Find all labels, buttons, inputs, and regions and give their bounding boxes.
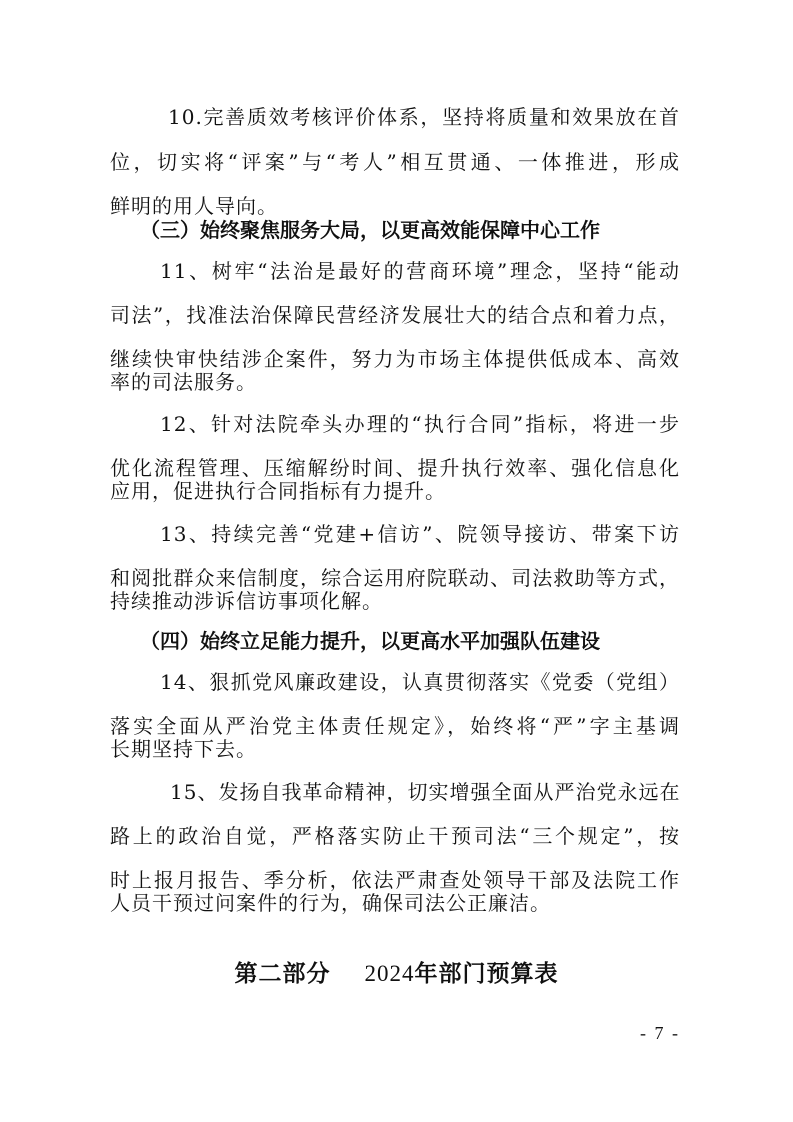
para-13-line-3: 持续推动涉诉信访事项化解。: [110, 589, 383, 613]
para-14-line-3: 长期坚持下去。: [110, 737, 257, 761]
para-15-line-3: 时上报月报告、季分析，依法严肃查处领导干部及法院工作: [110, 868, 680, 892]
para-12-line-1: 12、针对法院牵头办理的“执行合同”指标，将进一步: [160, 412, 680, 436]
part-two-title: [0, 958, 793, 990]
para-15-line-2: 路上的政治自觉，严格落实防止干预司法“三个规定”，按: [110, 824, 680, 848]
para-11-line-2: 司法”，找准法治保障民营经济发展壮大的结合点和着力点，: [110, 303, 680, 327]
para-11-line-4: 率的司法服务。: [110, 370, 257, 394]
para-14-line-2: 落实全面从严治党主体责任规定》，始终将“严”字主基调: [110, 714, 680, 738]
para-15-line-1: 15、发扬自我革命精神，切实增强全面从严治党永远在: [170, 780, 681, 804]
para-10-line-3: 鲜明的用人导向。: [110, 194, 278, 218]
para-13-line-2: 和阅批群众来信制度，综合运用府院联动、司法救助等方式，: [110, 566, 680, 590]
para-12-line-3: 应用，促进执行合同指标有力提升。: [110, 479, 446, 503]
para-10-line-2: 位，切实将“评案”与“考人”相互贯通、一体推进，形成: [110, 150, 680, 174]
section-heading-4: （四）始终立足能力提升，以更高水平加强队伍建设: [140, 629, 600, 653]
para-15-line-4: 人员干预过问案件的行为，确保司法公正廉洁。: [110, 891, 551, 915]
para-13-line-1: 13、持续完善“党建+信访”、院领导接访、带案下访: [160, 522, 680, 546]
budget-table-label: 年部门预算表: [414, 961, 559, 987]
page-number: - 7 -: [640, 1023, 680, 1043]
para-12-line-2: 优化流程管理、压缩解纷时间、提升执行效率、强化信息化: [110, 456, 680, 480]
para-14-line-1: 14、狠抓党风廉政建设，认真贯彻落实《党委（党组）: [160, 670, 680, 694]
part-two-label: 第二部分: [234, 961, 331, 987]
para-10-line-1: 10.完善质效考核评价体系，坚持将质量和效果放在首: [168, 105, 680, 129]
para-11-line-3: 继续快审快结涉企案件，努力为市场主体提供低成本、高效: [110, 347, 680, 371]
para-11-line-1: 11、树牢“法治是最好的营商环境”理念，坚持“能动: [160, 259, 680, 283]
budget-year: 2024: [364, 961, 415, 986]
section-heading-3: （三）始终聚焦服务大局，以更高效能保障中心工作: [140, 218, 600, 242]
